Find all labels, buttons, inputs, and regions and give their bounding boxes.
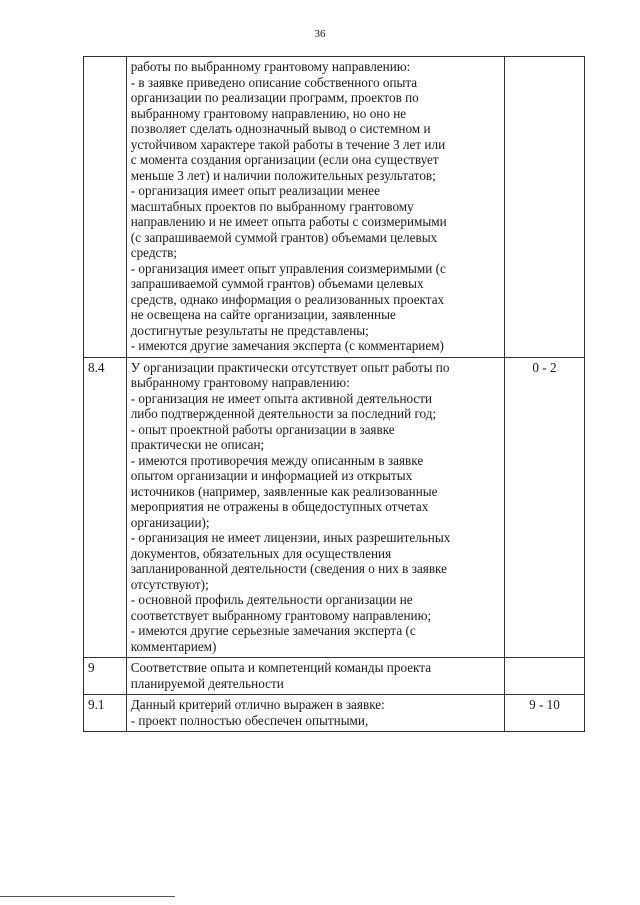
criterion-text-line: достигнутые результаты не представлены; xyxy=(130,322,369,338)
criterion-text-line: запрашиваемой суммой грантов) объемами целевых xyxy=(130,276,424,291)
criterion-description xyxy=(126,658,504,695)
criterion-text-line: организации); xyxy=(130,514,210,530)
criterion-number: 8.4 xyxy=(84,357,127,658)
criterion-text-line: - имеются другие замечания эксперта (с комментарием) xyxy=(130,338,444,353)
criterion-score xyxy=(504,658,584,695)
criterion-text-line: Соответствие опыта и компетенций команды проекта xyxy=(130,660,432,675)
criterion-text-line: - организация имеет опыт реализации менее xyxy=(130,183,380,198)
criteria-row xyxy=(84,658,585,695)
criterion-text-line: организации по реализации программ, проектов по xyxy=(130,90,419,105)
criterion-text-line: Данный критерий отлично выражен в заявке: xyxy=(130,697,385,712)
criteria-table xyxy=(83,56,585,732)
criterion-text-line: меньше 3 лет) и наличии положительных результатов; xyxy=(130,167,436,183)
criterion-score: 0 - 2 xyxy=(504,357,584,658)
criteria-row xyxy=(84,695,585,732)
criterion-text-line: планируемой деятельности xyxy=(130,675,284,691)
criterion-text-line: - имеются другие серьезные замечания эксперта (с xyxy=(130,623,416,638)
criterion-text-line: выбранному грантовому направлению: xyxy=(130,375,350,390)
criterion-text-line: - в заявке приведено описание собственного опыта xyxy=(130,74,418,90)
criterion-text-line: средств; xyxy=(130,245,178,260)
criterion-score xyxy=(504,57,584,358)
criterion-text-line: опытом организации и информацией из открытых xyxy=(130,468,413,483)
criterion-text-line: выбранному грантовому направлению, но оно не xyxy=(130,105,407,121)
criterion-text-line: работы по выбранному грантовому направлению: xyxy=(130,59,411,74)
criterion-number: 9 xyxy=(84,658,127,695)
criterion-text-line: масштабных проектов по выбранному грантовому xyxy=(130,198,414,214)
criterion-text-line: (с запрашиваемой суммой грантов) объемами целевых xyxy=(130,229,438,245)
criterion-text-line: позволяет сделать однозначный вывод о системном и xyxy=(130,121,431,136)
criterion-text-line: направлению и не имеет опыта работы с соизмеримыми xyxy=(130,214,447,229)
criterion-text-line: соответствует выбранному грантовому направлению; xyxy=(130,607,432,623)
criterion-text-line: - имеются противоречия между описанным в заявке xyxy=(130,452,424,468)
criteria-row xyxy=(84,57,585,358)
criterion-text-line: У организации практически отсутствует опыт работы по xyxy=(130,359,450,375)
criterion-text-line: устойчивом характере такой работы в течение 3 лет или xyxy=(130,136,446,152)
criterion-number: 9.1 xyxy=(84,695,127,732)
criterion-text-line: запланированной деятельности (сведения о них в заявке xyxy=(130,561,447,576)
criterion-text-line: - организация имеет опыт управления соизмеримыми (с xyxy=(130,260,446,276)
criterion-text-line: - организация не имеет лицензии, иных разрешительных xyxy=(130,530,451,545)
criteria-table-body xyxy=(84,57,585,732)
criterion-text-line: документов, обязательных для осуществления xyxy=(130,545,392,561)
criterion-text-line: не освещена на сайте организации, заявленные xyxy=(130,307,396,322)
criterion-text-line: практически не описан; xyxy=(130,437,265,452)
criterion-number xyxy=(84,57,127,358)
criterion-text-line: комментарием) xyxy=(130,638,217,654)
criterion-text-line: - основной профиль деятельности организации не xyxy=(130,592,413,607)
footer-rule xyxy=(0,896,175,897)
criterion-description xyxy=(126,695,504,732)
criterion-text-line: с момента создания организации (если она существует xyxy=(130,152,439,167)
criterion-text-line: - опыт проектной работы организации в заявке xyxy=(130,421,395,437)
criterion-score: 9 - 10 xyxy=(504,695,584,732)
criterion-text-line: - проект полностью обеспечен опытными, xyxy=(130,712,369,728)
criterion-text-line: мероприятия не отражены в общедоступных отчетах xyxy=(130,499,429,514)
criterion-description xyxy=(126,357,504,658)
criterion-text-line: средств, однако информация о реализованных проектах xyxy=(130,291,445,307)
criteria-row xyxy=(84,357,585,658)
criterion-text-line: - организация не имеет опыта активной деятельности xyxy=(130,390,433,406)
criterion-description xyxy=(126,57,504,358)
criterion-text-line: источников (например, заявленные как реализованные xyxy=(130,483,438,499)
criterion-text-line: либо подтвержденной деятельности за последний год; xyxy=(130,406,437,421)
page-number: 36 xyxy=(314,28,326,40)
criterion-text-line: отсутствуют); xyxy=(130,576,209,592)
